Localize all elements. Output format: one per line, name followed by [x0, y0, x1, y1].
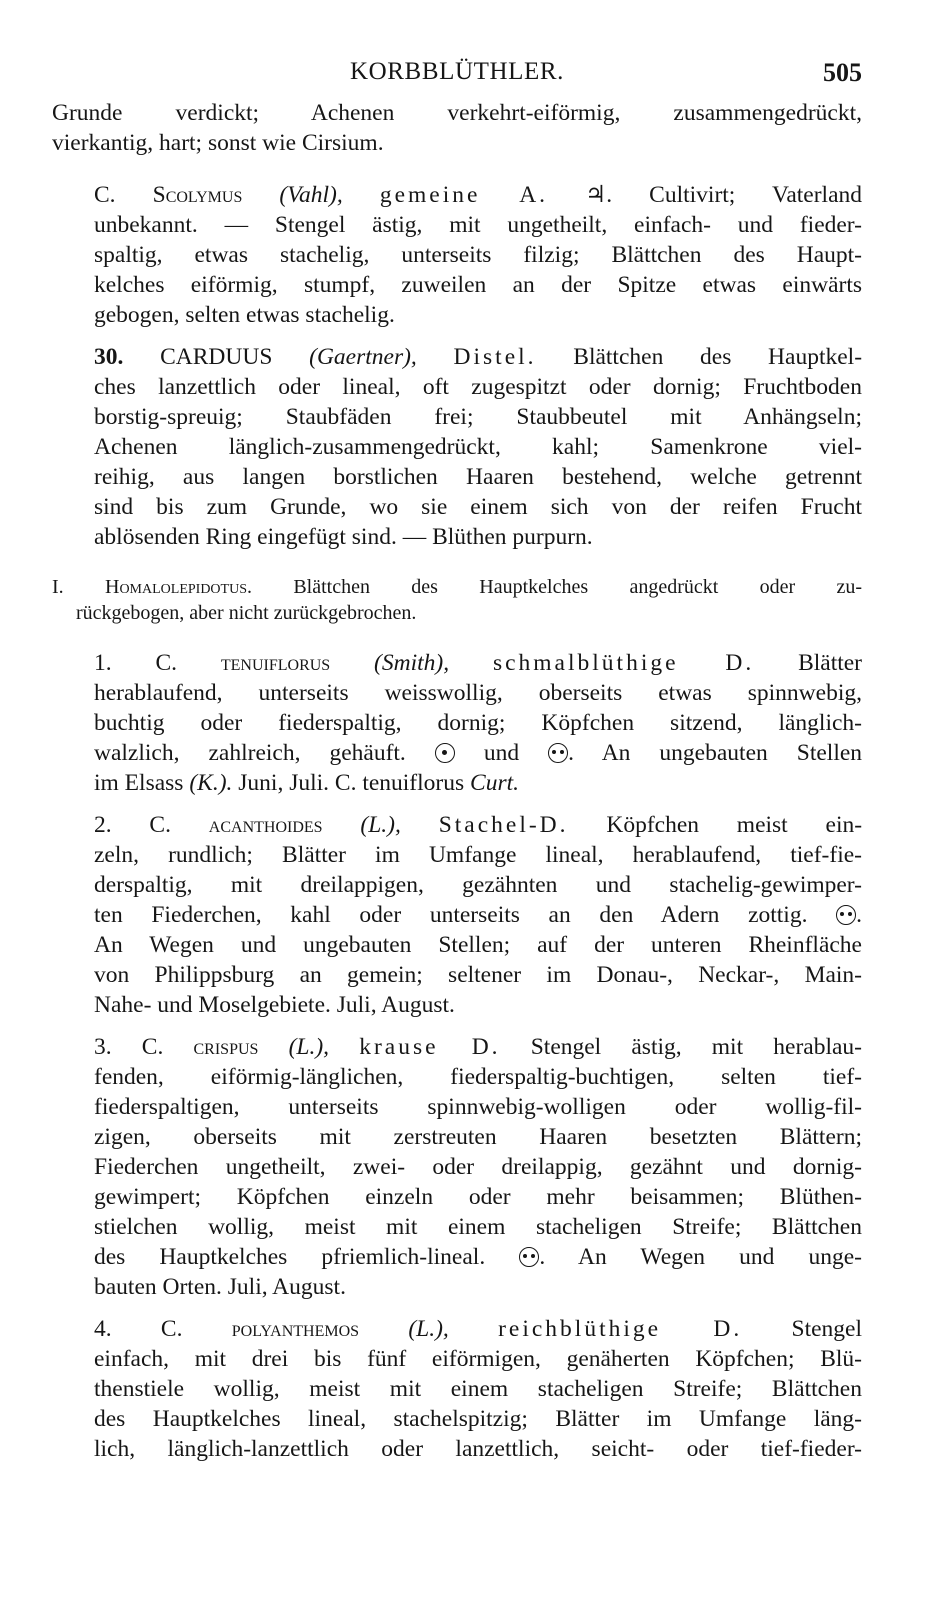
text-line: 4. C. polyanthemos (L.), reichblüthige D. Stengel [94, 1316, 862, 1342]
text-line: ablösenden Ring eingefügt sind. — Blüthen purpurn. [94, 524, 593, 550]
species-name: tenuiflorus [220, 650, 331, 676]
text-line: des Hauptkelches pfriemlich-lineal. . An Wegen und unge- [94, 1244, 863, 1270]
text-line: lich, länglich-lanzettlich oder lanzettlich, seicht- oder tief-fieder- [94, 1436, 862, 1462]
author: (L.), [360, 812, 401, 838]
common-name: krause D. [359, 1034, 501, 1060]
circle-two-dots-icon [548, 743, 568, 763]
text-line: thenstiele wollig, meist mit einem stacheligen Streife; Blättchen [94, 1376, 862, 1402]
text-line: 3. C. crispus (L.), krause D. Stengel ästig, mit herablau- [94, 1034, 862, 1060]
text-line: stielchen wollig, meist mit einem stacheligen Streife; Blättchen [94, 1214, 862, 1240]
author: (L.), [408, 1316, 449, 1342]
section-paragraph [52, 574, 862, 626]
intro-paragraph [52, 98, 862, 158]
text-line: unbekannt. — Stengel ästig, mit ungetheilt, einfach- und fieder- [94, 212, 862, 238]
text-line: Grunde verdickt; Achenen verkehrt-eiförmig, zusammengedrückt, [52, 100, 862, 126]
genus-number: 30. [94, 344, 124, 370]
text-line: fiederspaltigen, unterseits spinnwebig-wolligen oder wollig-fil- [94, 1094, 862, 1120]
text-line: von Philippsburg an gemein; seltener im Donau-, Neckar-, Main- [94, 962, 862, 988]
circle-dot-icon [435, 743, 455, 763]
text-line: Nahe- und Moselgebiete. Juli, August. [94, 992, 455, 1018]
text-line: zeln, rundlich; Blätter im Umfange lineal, herablaufend, tief-fie- [94, 842, 862, 868]
text-line: 1. C. tenuiflorus (Smith), schmalblüthige D. Blätter [94, 650, 863, 676]
text-line: herablaufend, unterseits weisswollig, oberseits etwas spinnwebig, [94, 680, 862, 706]
species-name: acanthoides [208, 812, 323, 838]
text-line: sind bis zum Grunde, wo sie einem sich von der reifen Frucht [94, 494, 862, 520]
text-line: gebogen, selten etwas stachelig. [94, 302, 395, 328]
entry-number: 4. C. [94, 1316, 183, 1342]
text-line: einfach, mit drei bis fünf eiförmigen, genäherten Köpfchen; Blü- [94, 1346, 862, 1372]
book-page [52, 58, 862, 1464]
text-line: 30. CARDUUS (Gaertner), Distel. Blättchen des Hauptkel- [94, 344, 863, 370]
text-line: C. Scolymus (Vahl), gemeine A. ♃. Cultivirt; Vaterland [94, 182, 863, 208]
text-line: zigen, oberseits mit zerstreuten Haaren besetzten Blättern; [94, 1124, 862, 1150]
text-line: kelches eiförmig, stumpf, zuweilen an der Spitze etwas einwärts [94, 272, 862, 298]
species-name: polyanthemos [231, 1316, 360, 1342]
species-3-paragraph [52, 1032, 862, 1302]
carduus-paragraph [52, 342, 862, 552]
text-line: I. Homalolepidotus. Blättchen des Hauptkelches angedrückt oder zu- [52, 576, 863, 598]
common-name: Stachel-D. [438, 812, 569, 838]
species-1-paragraph [52, 648, 862, 798]
text-line: vierkantig, hart; sonst wie Cirsium. [52, 130, 384, 156]
text-line: spaltig, etwas stachelig, unterseits filzig; Blättchen des Haupt- [94, 242, 862, 268]
running-title: KORBBLÜTHLER. [349, 58, 565, 85]
text-line: derspaltig, mit dreilappigen, gezähnten und stachelig-gewimper- [94, 872, 862, 898]
page-header [52, 58, 862, 98]
species-name: crispus [193, 1034, 259, 1060]
text-line: im Elsass (K.). Juni, Juli. C. tenuiflorus Curt. [94, 770, 519, 796]
text-line: Fiederchen ungetheilt, zwei- oder dreilappig, gezähnt und dornig- [94, 1154, 862, 1180]
text-line: bauten Orten. Juli, August. [94, 1274, 346, 1300]
scolymus-paragraph [52, 180, 862, 330]
section-name: Homalolepidotus. [105, 576, 252, 598]
page-number: 505 [823, 58, 862, 87]
text-line: reihig, aus langen borstlichen Haaren bestehend, welche getrennt [94, 464, 862, 490]
genus-name: CARDUUS [160, 344, 273, 370]
text-line: gewimpert; Köpfchen einzeln oder mehr beisammen; Blüthen- [94, 1184, 862, 1210]
text-line: rückgebogen, aber nicht zurückgebrochen. [76, 602, 417, 624]
section-number: I. [52, 576, 64, 598]
common-name: Distel. [453, 344, 537, 370]
text-line: An Wegen und ungebauten Stellen; auf der unteren Rheinfläche [94, 932, 862, 958]
entry-number: C. [94, 182, 116, 208]
author: (Smith), [374, 650, 450, 676]
author: (Gaertner), [309, 344, 417, 370]
text-line: ten Fiederchen, kahl oder unterseits an den Adern zottig. . [94, 902, 863, 928]
common-name: reichblüthige D. [498, 1316, 743, 1342]
common-name: schmalblüthige D. [492, 650, 755, 676]
text-line: des Hauptkelches lineal, stachelspitzig; Blätter im Umfange läng- [94, 1406, 862, 1432]
species-name: Scolymus [152, 182, 243, 208]
author: (L.), [288, 1034, 330, 1060]
text-line: buchtig oder fiederspaltig, dornig; Köpfchen sitzend, länglich- [94, 710, 862, 736]
text-line: walzlich, zahlreich, gehäuft. und . An ungebauten Stellen [94, 740, 863, 766]
text-line: borstig-spreuig; Staubfäden frei; Staubbeutel mit Anhängseln; [94, 404, 862, 430]
perennial-symbol: ♃. [585, 182, 613, 208]
entry-number: 2. C. [94, 812, 171, 838]
entry-number: 3. C. [94, 1034, 164, 1060]
common-name: gemeine A. [379, 182, 549, 208]
text-line: ches lanzettlich oder lineal, oft zugespitzt oder dornig; Fruchtboden [94, 374, 862, 400]
text-line: Achenen länglich-zusammengedrückt, kahl; Samenkrone viel- [94, 434, 862, 460]
author: (Vahl), [279, 182, 343, 208]
entry-number: 1. C. [94, 650, 178, 676]
circle-two-dots-icon [836, 905, 856, 925]
text-line: fenden, eiförmig-länglichen, fiederspaltig-buchtigen, selten tief- [94, 1064, 862, 1090]
text-line: 2. C. acanthoides (L.), Stachel-D. Köpfchen meist ein- [94, 812, 863, 838]
species-2-paragraph [52, 810, 862, 1020]
circle-two-dots-icon [519, 1247, 539, 1267]
species-4-paragraph [52, 1314, 862, 1464]
